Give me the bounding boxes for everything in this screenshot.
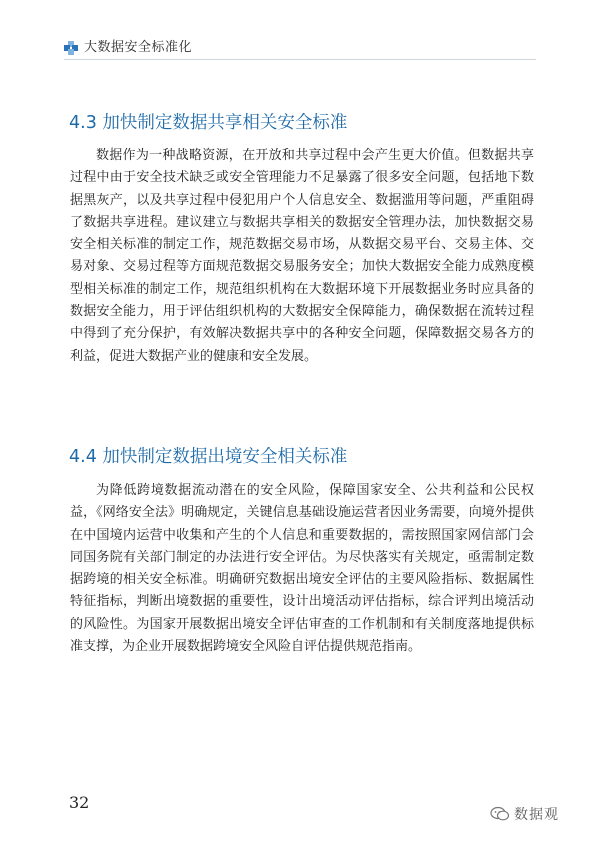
wechat-icon — [490, 806, 510, 822]
section-title-4-4: 4.4 加快制定数据出境安全相关标准 — [69, 447, 348, 467]
header-divider — [64, 59, 536, 60]
section-paragraph-4-3: 数据作为一种战略资源，在开放和共享过程中会产生更大价值。但数据共享过程中由于安全技术缺乏或安全管理能力不足暴露了很多安全问题，包括地下数据黑灰产，以及共享过程中侵犯用户个人信息安全、数据滥用等问题，严重阻碍了数据共享进程。建议建立与数据共享相关的数据安全管理办法，加快数据交易安全相关标准的制定工作，规范数据交易市场，从数据交易平台、交易主体、交易对象、交易过程等方面规范数据交易服务安全；加快大数据安全能力成熟度模型相关标准的制定工作，规范组织机构在大数据环境下开展数据业务时应具备的数据安全能力，用于评估组织机构的大数据安全保障能力，确保数据在流转过程中得到了充分保护，有效解决数据共享中的各种安全问题，保障数据交易各方的利益，促进大数据产业的健康和安全发展。 — [70, 148, 534, 364]
logo-icon — [64, 41, 78, 55]
section-title-4-3: 4.3 加快制定数据共享相关安全标准 — [69, 113, 348, 133]
section-paragraph-4-4: 为降低跨境数据流动潜在的安全风险，保障国家安全、公共利益和公民权益，《网络安全法》明确规定，关键信息基础设施运营者因业务需要，向境外提供在中国境内运营中收集和产生的个人信息和重要数据的，需按照国家网信部门会同国务院有关部门制定的办法进行安全评估。为尽快落实有关规定，亟需制定数据跨境的相关安全标准。明确研究数据出境安全评估的主要风险指标、数据属性特征指标，判断出境数据的重要性，设计出境活动评估指标，综合评判出境活动的风险性。为国家开展数据出境安全评估审查的工作机制和有关制度落地提供标准支撑，为企业开展数据跨境安全风险自评估提供规范指南。 — [70, 483, 534, 655]
header-title: 大数据安全标准化 — [84, 40, 193, 55]
watermark — [490, 804, 559, 824]
watermark-text: 数据观 — [514, 807, 559, 823]
page-number: 32 — [69, 793, 90, 812]
